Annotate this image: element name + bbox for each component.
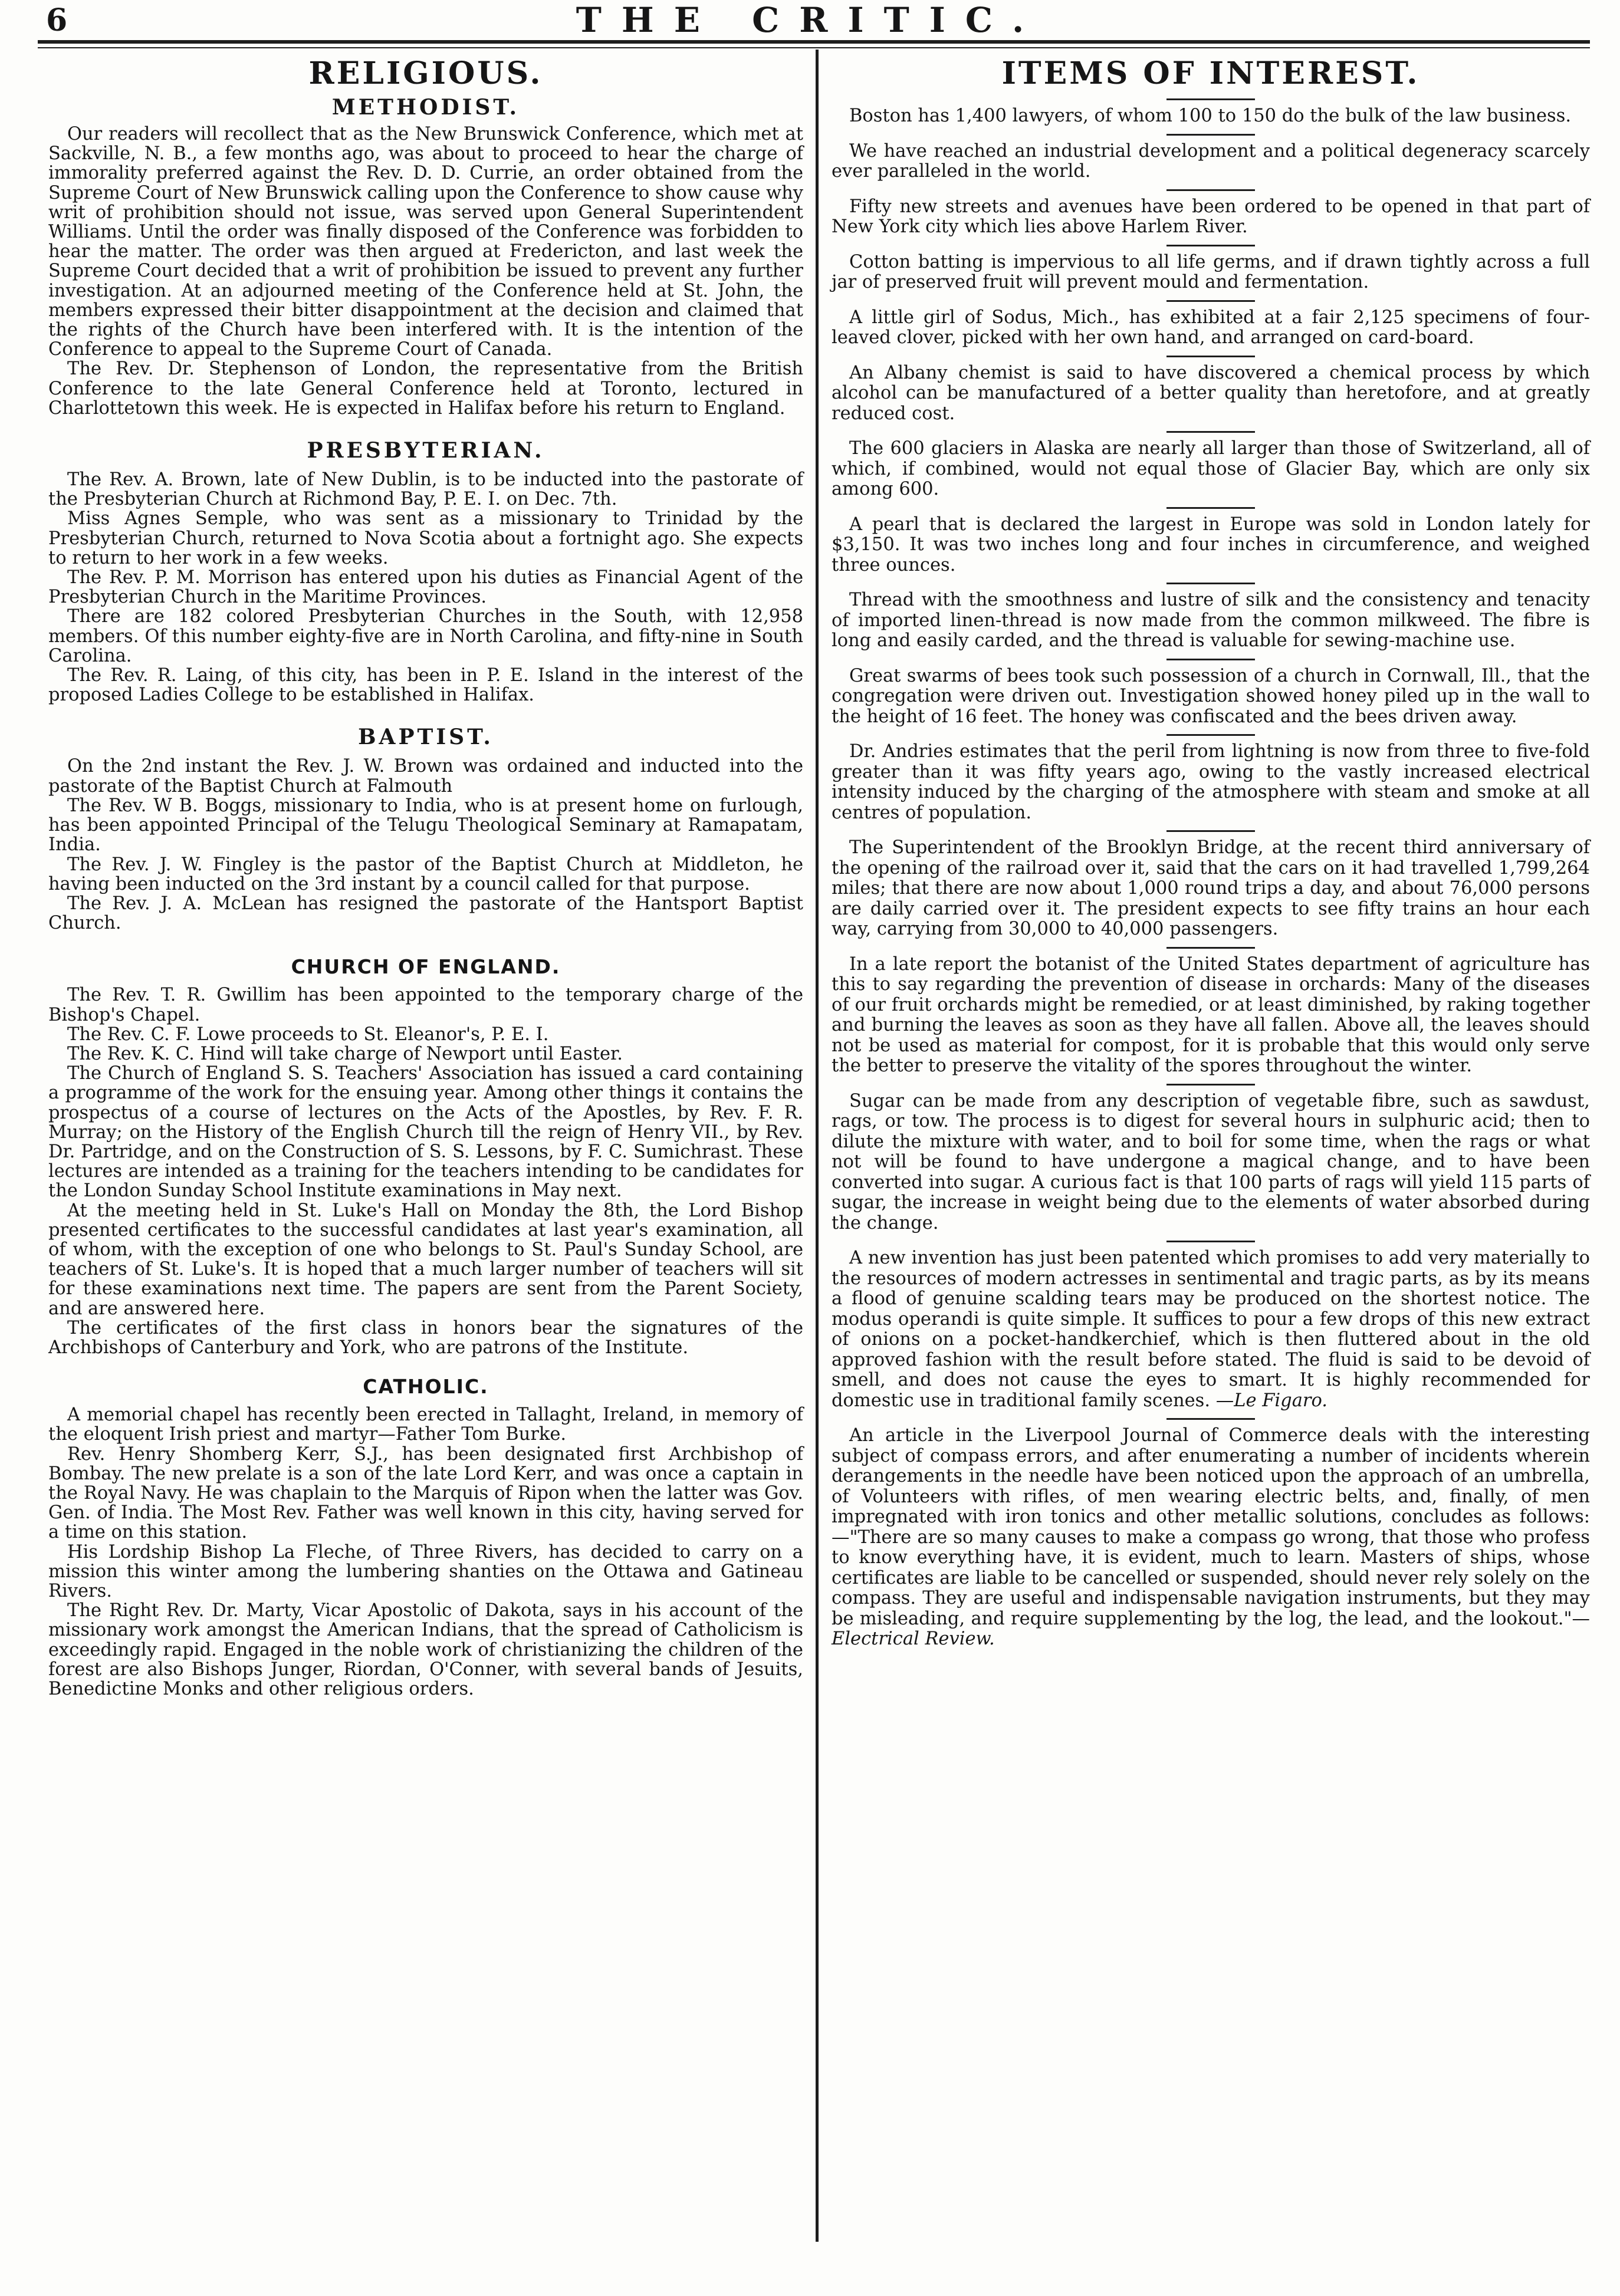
news-item	[832, 666, 1590, 728]
catholic-heading: CATHOLIC.	[363, 1375, 489, 1399]
news-item-source: Electrical Review.	[832, 1629, 995, 1649]
news-item	[832, 742, 1590, 823]
news-item-text: Sugar can be made from any description of vegetable fibre, such as sawdust, rags, or tow. The process is to digest for several hours in sulphuric acid; then to dilute the mixture with water, and to boil for some time, when the rags or what not will be found to have undergone a magical change, and to have been converted into sugar. A curious fact is that 100 parts of rags will yield 115 parts of sugar, the increase in weight being due to the elements of water absorbed during the change.	[832, 1090, 1590, 1233]
article-paragraph: On the 2nd instant the Rev. J. W. Brown was ordained and inducted into the pastorate of the Baptist Church at Falmouth	[48, 756, 803, 797]
item-separator-rule	[1166, 1241, 1255, 1242]
news-item-body: A new invention has just been patented which promises to add very materially to the resources of modern actresses in sentimental and tragic parts, as by its means a flood of genuine scalding tears may be produced on the shortest notice. The modus operandi is quite simple. It suffices to pour a few drops of this new extract of onions on a pocket-handkerchief, which is then fluttered about in the old approved fashion with the result before stated. The fluid is said to be devoid of smell, and does not cause the eyes to smart. It is highly recommended for domestic use in traditional family scenes.	[832, 1248, 1590, 1411]
article-paragraph: The certificates of the first class in honors bear the signatures of the Archbishops of Canterbury and York, who are patrons of the Institute.	[48, 1317, 803, 1358]
news-item-text: Boston has 1,400 lawyers, of whom 100 to 150 do the bulk of the law business.	[849, 106, 1572, 126]
article-paragraph: The Rev. Dr. Stephenson of London, the representative from the British Conference to the late General Conference held at Toronto, lectured in Charlottetown this week. He is expected in Halifax before his return to England.	[48, 358, 803, 419]
item-separator-rule	[1166, 583, 1255, 584]
item-separator-rule	[1166, 734, 1255, 736]
baptist-heading: BAPTIST.	[358, 725, 494, 750]
news-item	[832, 439, 1590, 500]
item-separator-rule	[1166, 830, 1255, 832]
church-of-england-heading: CHURCH OF ENGLAND.	[291, 955, 561, 979]
news-item	[832, 955, 1590, 1077]
news-item-text: Dr. Andries estimates that the peril from lightning is now from three to five-fold greater than it was fifty years ago, owing to the vastly increased electrical intensity induced by the charging of the atmosphere with steam and smoke at all centres of population.	[832, 741, 1590, 823]
church-of-england-section	[48, 955, 803, 1357]
news-item	[832, 142, 1590, 182]
page-number: 6	[46, 2, 68, 38]
masthead-title: THE CRITIC.	[576, 0, 1044, 40]
news-item-text: The Superintendent of the Brooklyn Bridge, at the recent third anniversary of the opening of the railroad over it, said that the cars on it had travelled 1,799,264 miles; that there are now about 1,000 round trips a day, and about 76,000 persons are daily carried over it. The president expects to see fifty trains an hour each way, carrying from 30,000 to 40,000 passengers.	[832, 837, 1590, 939]
catholic-section	[48, 1375, 803, 1699]
article-paragraph: The Rev. W B. Boggs, missionary to India, who is at present home on furlough, has been appointed Principal of the Telugu Theological Seminary at Ramapatam, India.	[48, 795, 803, 856]
methodist-heading: METHODIST.	[331, 95, 520, 120]
news-item	[832, 1248, 1590, 1411]
news-item-text: A pearl that is declared the largest in Europe was sold in London lately for $3,150. It was two inches long and four inches in circumference, and weighed three ounces.	[832, 514, 1590, 575]
religious-title: RELIGIOUS.	[308, 55, 543, 91]
item-separator-rule	[1166, 507, 1255, 509]
article-paragraph: The Rev. R. Laing, of this city, has been in P. E. Island in the interest of the proposed Ladies College to be established in Halifax.	[48, 665, 803, 706]
news-item	[832, 1426, 1590, 1650]
article-paragraph: At the meeting held in St. Luke's Hall on Monday the 8th, the Lord Bishop presented certificates to the successful candidates at last year's examination, all of whom, with the exception of one who belongs to St. Paul's Sunday School, are teachers of St. Luke's. It is hoped that a much larger number of teachers will sit for these examinations next time. The papers are sent from the Parent Society, and are answered here.	[48, 1200, 803, 1319]
items-of-interest-title: ITEMS OF INTEREST.	[1001, 55, 1420, 91]
baptist-section	[48, 725, 803, 933]
article-paragraph: The Rev. C. F. Lowe proceeds to St. Eleanor's, P. E. I.	[67, 1024, 549, 1045]
news-item-text: Great swarms of bees took such possession of a church in Cornwall, Ill., that the congregation were driven out. Investigation showed honey piled up in the wall to the height of 16 feet. The honey was confiscated and the bees driven away.	[832, 665, 1590, 727]
article-paragraph: The Right Rev. Dr. Marty, Vicar Apostolic of Dakota, says in his account of the missionary work amongst the American Indians, that the spread of Catholicism is exceedingly rapid. Engaged in the noble work of christianizing the children of the forest are also Bishops Junger, Riordan, O'Conner, with several bands of Jesuits, Benedictine Monks and other religious orders.	[48, 1600, 803, 1700]
news-item-source: —Le Figaro.	[1215, 1390, 1327, 1411]
item-separator-rule	[1166, 1418, 1255, 1420]
item-separator-rule	[1166, 431, 1255, 433]
article-paragraph: The Rev. P. M. Morrison has entered upon his duties as Financial Agent of the Presbyterian Church in the Maritime Provinces.	[48, 567, 803, 608]
news-item-body: An article in the Liverpool Journal of Commerce deals with the interesting subject of compass errors, and after enumerating a number of incidents wherein derangements in the needle have been noticed upon the approach of an umbrella, of Volunteers with rifles, of men wearing electric belts, and, finally, of men impregnated with iron tonics and other metallic solutions, concludes as follows:—"There are so many causes to make a compass go wrong, that those who profess to know everything have, it is evident, much to learn. Masters of ships, whose certificates are liable to be cancelled or suspended, should never rely solely on the compass. They are useful and indispensable navigation instruments, but they may be misleading, and require supplementing by the log, the lead, and the lookout."—	[832, 1425, 1590, 1629]
article-paragraph: The Rev. A. Brown, late of New Dublin, is to be inducted into the pastorate of the Presbyterian Church at Richmond Bay, P. E. I. on Dec. 7th.	[48, 469, 803, 510]
article-paragraph: The Rev. K. C. Hind will take charge of Newport until Easter.	[67, 1043, 623, 1064]
article-paragraph: There are 182 colored Presbyterian Churches in the South, with 12,958 members. Of this number eighty-five are in North Carolina, and fifty-nine in South Carolina.	[48, 606, 803, 666]
item-separator-rule	[1166, 134, 1255, 136]
article-paragraph: The Rev. T. R. Gwillim has been appointed to the temporary charge of the Bishop's Chapel.	[48, 985, 803, 1025]
article-paragraph: The Rev. J. W. Fingley is the pastor of the Baptist Church at Middleton, he having been inducted on the 3rd instant by a council called for that purpose.	[48, 854, 803, 894]
news-item-text: We have reached an industrial development and a political degeneracy scarcely ever paralleled in the world.	[832, 140, 1590, 182]
masthead-rule-thin	[38, 47, 1590, 48]
news-item-text: A little girl of Sodus, Mich., has exhibited at a fair 2,125 specimens of four-leaved clover, picked with her own hand, and arranged on card-board.	[832, 307, 1590, 348]
news-item-text: Thread with the smoothness and lustre of silk and the consistency and tenacity of imported linen-thread is now made from the common milkweed. The fibre is long and easily carded, and the thread is valuable for sewing-machine use.	[832, 590, 1590, 651]
news-item	[832, 838, 1590, 940]
item-separator-rule	[1166, 245, 1255, 246]
item-separator-rule	[1166, 659, 1255, 660]
news-item	[832, 252, 1590, 293]
news-item-text: The 600 glaciers in Alaska are nearly all larger than those of Switzerland, all of which, if combined, would not equal those of Glacier Bay, which are only six among 600.	[832, 438, 1590, 499]
article-paragraph: Rev. Henry Shomberg Kerr, S.J., has been designated first Archbishop of Bombay. The new prelate is a son of the late Lord Kerr, and was once a captain in the Royal Navy. He was chaplain to the Marquis of Ripon when the latter was Gov. Gen. of India. The Most Rev. Father was well known in this city, having served for a time on this station.	[48, 1443, 803, 1543]
item-separator-rule	[1166, 947, 1255, 949]
presbyterian-section	[48, 438, 803, 705]
news-item-text: An Albany chemist is said to have discovered a chemical process by which alcohol can be manufactured of a better quality than heretofore, and at greatly reduced cost.	[832, 362, 1590, 424]
news-item-text: Cotton batting is impervious to all life germs, and if drawn tightly across a full jar of preserved fruit will prevent mould and fermentation.	[832, 251, 1590, 292]
article-paragraph: Our readers will recollect that as the New Brunswick Conference, which met at Sackville, N. B., a few months ago, was about to proceed to hear the charge of immorality preferred against the Rev. D. D. Currie, an order obtained from the Supreme Court of New Brunswick calling upon the Conference to show cause why writ of prohibition should not issue, was served upon General Superintendent Williams. Until the order was finally disposed of the Conference was forbidden to hear the matter. The order was then argued at Fredericton, and last week the Supreme Court decided that a writ of prohibition be issued to prevent any further investigation. At an adjourned meeting of the Conference held at St. John, the members expressed their bitter disappointment at the decision and claimed that the rights of the Church have been interfered with. It is the intention of the Conference to appeal to the Supreme Court of Canada.	[48, 124, 803, 360]
news-item	[832, 308, 1590, 348]
news-item-text: In a late report the botanist of the United States department of agriculture has this to say regarding the prevention of disease in orchards: Many of the diseases of our fruit orchards might be remedied, or at least diminished, by raking together and burning the leaves as soon as they have all fallen. Above all, the leaves should not be used as material for compost, for it is probable that this would only serve the better to preserve the vitality of the spores throughout the winter.	[832, 953, 1590, 1076]
item-separator-rule	[1166, 300, 1255, 302]
article-paragraph: The Rev. J. A. McLean has resigned the pastorate of the Hantsport Baptist Church.	[48, 893, 803, 934]
news-item	[832, 515, 1590, 576]
news-item	[832, 106, 1590, 127]
news-item-text: Fifty new streets and avenues have been ordered to be opened in that part of New York city which lies above Harlem River.	[832, 196, 1590, 237]
article-paragraph: The Church of England S. S. Teachers' Association has issued a card containing a programme of the work for the ensuing year. Among other things it contains the prospectus of a course of lectures on the Acts of the Apostles, by Rev. F. R. Murray; on the History of the English Church till the reign of Henry VII., by Rev. Dr. Partridge, and on the Construction of S. S. Lessons, by F. C. Sumichrast. These lectures are intended as a training for the teachers intending to be candidates for the London Sunday School Institute examinations in May next.	[48, 1063, 803, 1202]
methodist-section	[48, 95, 803, 418]
news-item-text	[832, 1426, 1590, 1650]
column-divider	[816, 50, 819, 2242]
religious-column	[48, 51, 803, 1699]
article-paragraph: A memorial chapel has recently been erected in Tallaght, Ireland, in memory of the eloquent Irish priest and martyr—Father Tom Burke.	[48, 1404, 803, 1445]
presbyterian-heading: PRESBYTERIAN.	[307, 438, 545, 463]
news-item	[832, 1091, 1590, 1234]
news-item	[832, 197, 1590, 238]
article-paragraph: Miss Agnes Semple, who was sent as a missionary to Trinidad by the Presbyterian Church, returned to Nova Scotia about a fortnight ago. She expects to return to her work in a few weeks.	[48, 508, 803, 568]
item-separator-rule	[1166, 356, 1255, 357]
item-separator-rule	[1166, 1084, 1255, 1085]
article-paragraph: His Lordship Bishop La Fleche, of Three Rivers, has decided to carry on a mission this winter among the lumbering shanties on the Ottawa and Gatineau Rivers.	[48, 1541, 803, 1601]
item-separator-rule	[1166, 189, 1255, 191]
news-item	[832, 363, 1590, 425]
masthead-rule-thick	[38, 40, 1590, 44]
items-of-interest-column	[832, 51, 1590, 1650]
item-separator-rule	[1166, 98, 1255, 100]
news-item	[832, 590, 1590, 652]
news-item-text	[832, 1248, 1590, 1411]
